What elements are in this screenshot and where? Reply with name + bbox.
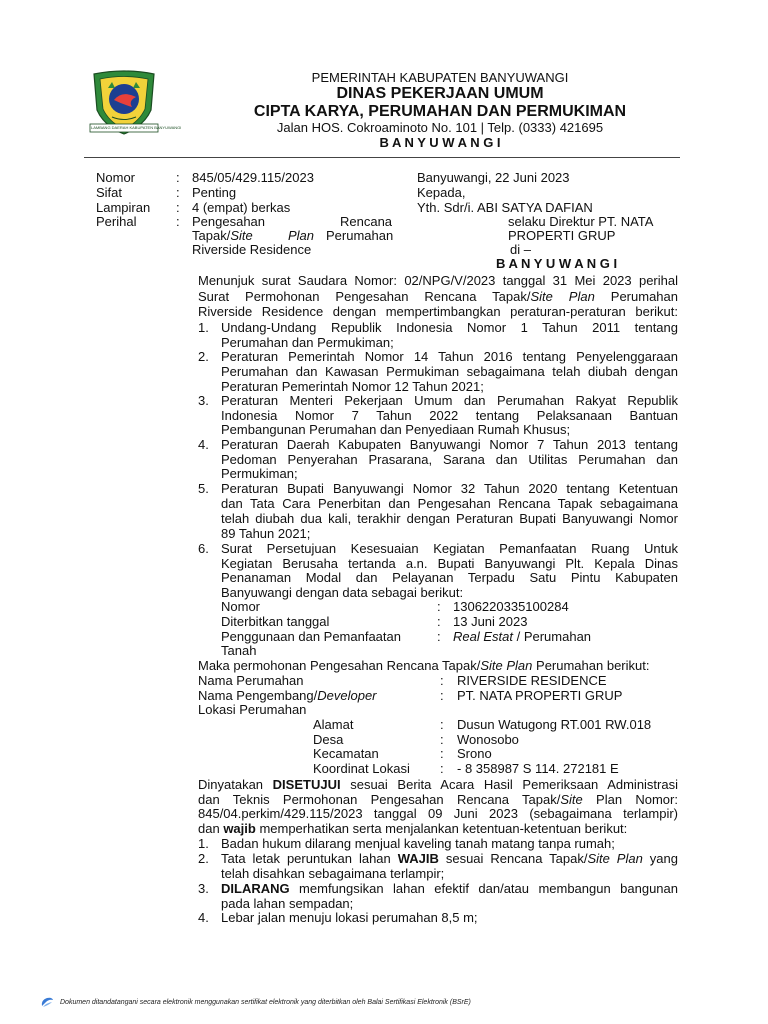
meta-sifat-value: Penting (192, 185, 237, 200)
detail-colon: : (440, 688, 444, 703)
meta-colon: : (176, 214, 180, 229)
letterhead (190, 70, 690, 151)
reg-line: 89 Tahun 2021; (221, 526, 311, 541)
meta-label-perihal: Perihal (96, 214, 137, 229)
letterhead-division: CIPTA KARYA, PERUMAHAN DAN PERMUKIMAN (253, 103, 627, 120)
reg-line: Pembangunan Perumahan dan Penyediaan Rumah Khusus; (221, 422, 571, 437)
reg-number: 1. (198, 320, 209, 335)
reg-line: Banyuwangi dengan data sebagai berikut: (221, 585, 464, 600)
intro-text: Perumahan (594, 289, 678, 304)
maka-text: Perumahan berikut: (532, 658, 650, 673)
rule-bold: DILARANG (221, 881, 290, 896)
approval-line (198, 821, 627, 837)
reg-number: 6. (198, 541, 209, 556)
letter-date: Banyuwangi, 22 Juni 2023 (417, 170, 570, 185)
meta-colon: : (176, 170, 180, 185)
letterhead-government: PEMERINTAH KABUPATEN BANYUWANGI (311, 70, 569, 85)
footer-esign-note: Dokumen ditandatangani secara elektronik menggunakan sertifikat elektronik yang diterbitkan oleh Balai Sertifikasi Elektronik (BSrE) (60, 999, 471, 1006)
reg-line: Peraturan Pemerintah Nomor 12 Tahun 2021; (221, 379, 484, 394)
detail-desa-label: Desa (313, 732, 344, 747)
meta-perihal-word: Perumahan (326, 228, 394, 243)
recipient-role: selaku Direktur PT. NATA (508, 214, 654, 229)
pkkpr-penggunaan-label: Penggunaan dan Pemanfaatan (221, 629, 401, 644)
approval-text: Plan Nomor: (582, 792, 678, 807)
rule-number: 3. (198, 881, 209, 896)
approval-bold: wajib (223, 821, 256, 836)
detail-developer-text: Nama Pengembang/ (198, 688, 318, 703)
rule-line (221, 881, 678, 897)
reg-line: Peraturan Menteri Pekerjaan Umum dan Perumahan Rakyat Republik (221, 393, 678, 408)
meta-nomor-value: 845/05/429.115/2023 (192, 170, 314, 185)
approval-text: sesuai Berita Acara Hasil Pemeriksaan Administrasi (340, 777, 678, 792)
reg-line: dan Tata Cara Penerbitan dan Pengesahan Rencana Tapak sebagaimana (221, 496, 678, 511)
recipient-di: di – (510, 242, 531, 257)
reg-number: 5. (198, 481, 209, 496)
meta-perihal-word: Pengesahan (192, 214, 266, 229)
intro-italic: Site Plan (530, 289, 595, 304)
approval-line: 845/04.perkim/429.115/2023 tanggal 09 Juni 2023 (sebagaimana terlampir) (198, 806, 678, 821)
pkkpr-penggunaan-italic: Real Estat (453, 629, 513, 644)
detail-colon: : (440, 761, 444, 776)
reg-line: Perumahan dan Kawasan Permukiman sebagaimana telah diubah dengan (221, 364, 678, 379)
reg-line: Undang-Undang Republik Indonesia Nomor 1 Tahun 2011 tentang (221, 320, 678, 335)
meta-perihal-word: Site (230, 228, 253, 243)
reg-line: Kegiatan Berusaha tertanda a.n. Bupati Banyuwangi Plt. Kepala Dinas (221, 556, 678, 571)
rule-number: 2. (198, 851, 209, 866)
pkkpr-colon: : (437, 599, 441, 614)
approval-text: memperhatikan serta menjalankan ketentuan-ketentuan berikut: (255, 821, 628, 836)
detail-nama-label: Nama Perumahan (198, 673, 304, 688)
letterhead-address: Jalan HOS. Cokroaminoto No. 101 | Telp. (0333) 421695 (276, 120, 604, 135)
approval-bold: DISETUJUI (272, 777, 341, 792)
reg-line: Peraturan Daerah Kabupaten Banyuwangi Nomor 7 Tahun 2013 tentang (221, 437, 678, 452)
intro-line: Riverside Residence dengan mempertimbangkan peraturan-peraturan berikut: (198, 304, 678, 319)
rule-number: 1. (198, 836, 209, 851)
rule-bold: WAJIB (397, 851, 439, 866)
detail-colon: : (440, 732, 444, 747)
reg-line: Indonesia Nomor 7 Tahun 2022 tentang Pelaksanaan Bantuan (221, 408, 678, 423)
rule-text: memfungsikan lahan efektif dan/atau membangun bangunan (289, 881, 678, 896)
intro-line: Menunjuk surat Saudara Nomor: 02/NPG/V/2023 tanggal 31 Mei 2023 perihal (198, 273, 678, 288)
pkkpr-tanggal-value: 13 Juni 2023 (453, 614, 528, 629)
maka-text: Maka permohonan Pengesahan Rencana Tapak/ (198, 658, 481, 673)
detail-colon: : (440, 746, 444, 761)
logo-ribbon-text: LAMBANG DAERAH KABUPATEN BANYUWANGI (91, 125, 182, 130)
meta-perihal-word: Rencana (340, 214, 393, 229)
meta-perihal-word: Plan (288, 228, 315, 243)
recipient-city: B A N Y U W A N G I (496, 256, 618, 271)
approval-italic: Site (560, 792, 583, 807)
maka-line (198, 658, 649, 674)
meta-label-sifat: Sifat (96, 185, 123, 200)
detail-alamat-label: Alamat (313, 717, 354, 732)
reg-line: Penanaman Modal dan Pelayanan Terpadu Satu Pintu Kabupaten (221, 570, 678, 585)
approval-text: Dinyatakan (198, 777, 273, 792)
detail-developer-italic: Developer (317, 688, 377, 703)
detail-nama-value: RIVERSIDE RESIDENCE (457, 673, 607, 688)
intro-text: Surat Permohonan Pengesahan Rencana Tapak/ (198, 289, 531, 304)
detail-colon: : (440, 717, 444, 732)
pkkpr-penggunaan-rest: / Perumahan (512, 629, 592, 644)
rule-italic: Site Plan (587, 851, 643, 866)
pkkpr-nomor-value: 1306220335100284 (453, 599, 569, 614)
meta-colon: : (176, 185, 180, 200)
detail-lokasi-label: Lokasi Perumahan (198, 702, 307, 717)
reg-line: Surat Persetujuan Kesesuaian Kegiatan Pemanfaatan Ruang Untuk (221, 541, 678, 556)
reg-line: telah diubah dua kali, terakhir dengan Peraturan Bupati Banyuwangi Nomor (221, 511, 678, 526)
reg-number: 2. (198, 349, 209, 364)
recipient-name: Yth. Sdr/i. ABI SATYA DAFIAN (417, 200, 593, 215)
pkkpr-tanggal-label: Diterbitkan tanggal (221, 614, 330, 629)
reg-line: Peraturan Pemerintah Nomor 14 Tahun 2016 tentang Penyelenggaraan (221, 349, 678, 364)
detail-kecamatan-value: Srono (457, 746, 492, 761)
meta-label-nomor: Nomor (96, 170, 136, 185)
reg-line: Pedoman Penyerahan Prasarana, Sarana dan Utilitas Perumahan dan (221, 452, 678, 467)
meta-perihal-word: Tapak/ (192, 228, 231, 243)
detail-kecamatan-label: Kecamatan (313, 746, 379, 761)
letterhead-divider (84, 157, 680, 158)
reg-line: Perumahan dan Permukiman; (221, 335, 394, 350)
letterhead-agency: DINAS PEKERJAAN UMUM (336, 85, 544, 102)
rule-line (221, 851, 678, 867)
pkkpr-colon: : (437, 629, 441, 644)
meta-lampiran-value: 4 (empat) berkas (192, 200, 291, 215)
rule-text: sesuai Rencana Tapak/ (438, 851, 588, 866)
detail-alamat-value: Dusun Watugong RT.001 RW.018 (457, 717, 652, 732)
pkkpr-colon: : (437, 614, 441, 629)
rule-line: Badan hukum dilarang menjual kaveling tanah matang tanpa rumah; (221, 836, 615, 851)
approval-text: dan Teknis Permohonan Pengesahan Rencana Tapak/ (198, 792, 561, 807)
detail-koordinat-value: - 8 358987 S 114. 272181 E (457, 761, 619, 776)
rule-line: telah disahkan sebagaimana terlampir; (221, 866, 445, 881)
pkkpr-penggunaan-label: Tanah (221, 643, 257, 658)
approval-text: dan (198, 821, 224, 836)
rule-text: yang (642, 851, 678, 866)
intro-line (198, 289, 678, 305)
meta-colon: : (176, 200, 180, 215)
approval-line (198, 777, 678, 793)
reg-number: 3. (198, 393, 209, 408)
recipient-kepada: Kepada, (417, 185, 466, 200)
reg-line: Permukiman; (221, 466, 298, 481)
rule-line: Lebar jalan menuju lokasi perumahan 8,5 m; (221, 910, 478, 925)
maka-italic: Site Plan (480, 658, 533, 673)
reg-number: 4. (198, 437, 209, 452)
rule-number: 4. (198, 910, 209, 925)
detail-developer-value: PT. NATA PROPERTI GRUP (457, 688, 623, 703)
detail-desa-value: Wonosobo (457, 732, 519, 747)
regency-logo (84, 70, 182, 136)
detail-colon: : (440, 673, 444, 688)
pkkpr-nomor-label: Nomor (221, 599, 261, 614)
rule-line: pada lahan sempadan; (221, 896, 354, 911)
bsre-icon (40, 995, 54, 1007)
letterhead-city: B A N Y U W A N G I (379, 135, 501, 150)
rule-text: Tata letak peruntukan lahan (221, 851, 398, 866)
meta-label-lampiran: Lampiran (96, 200, 151, 215)
detail-koordinat-label: Koordinat Lokasi (313, 761, 410, 776)
reg-line: Peraturan Bupati Banyuwangi Nomor 32 Tahun 2020 tentang Ketentuan (221, 481, 678, 496)
recipient-role: PROPERTI GRUP (508, 228, 616, 243)
pkkpr-penggunaan-value (453, 629, 591, 645)
meta-perihal-line3: Riverside Residence (192, 242, 312, 257)
